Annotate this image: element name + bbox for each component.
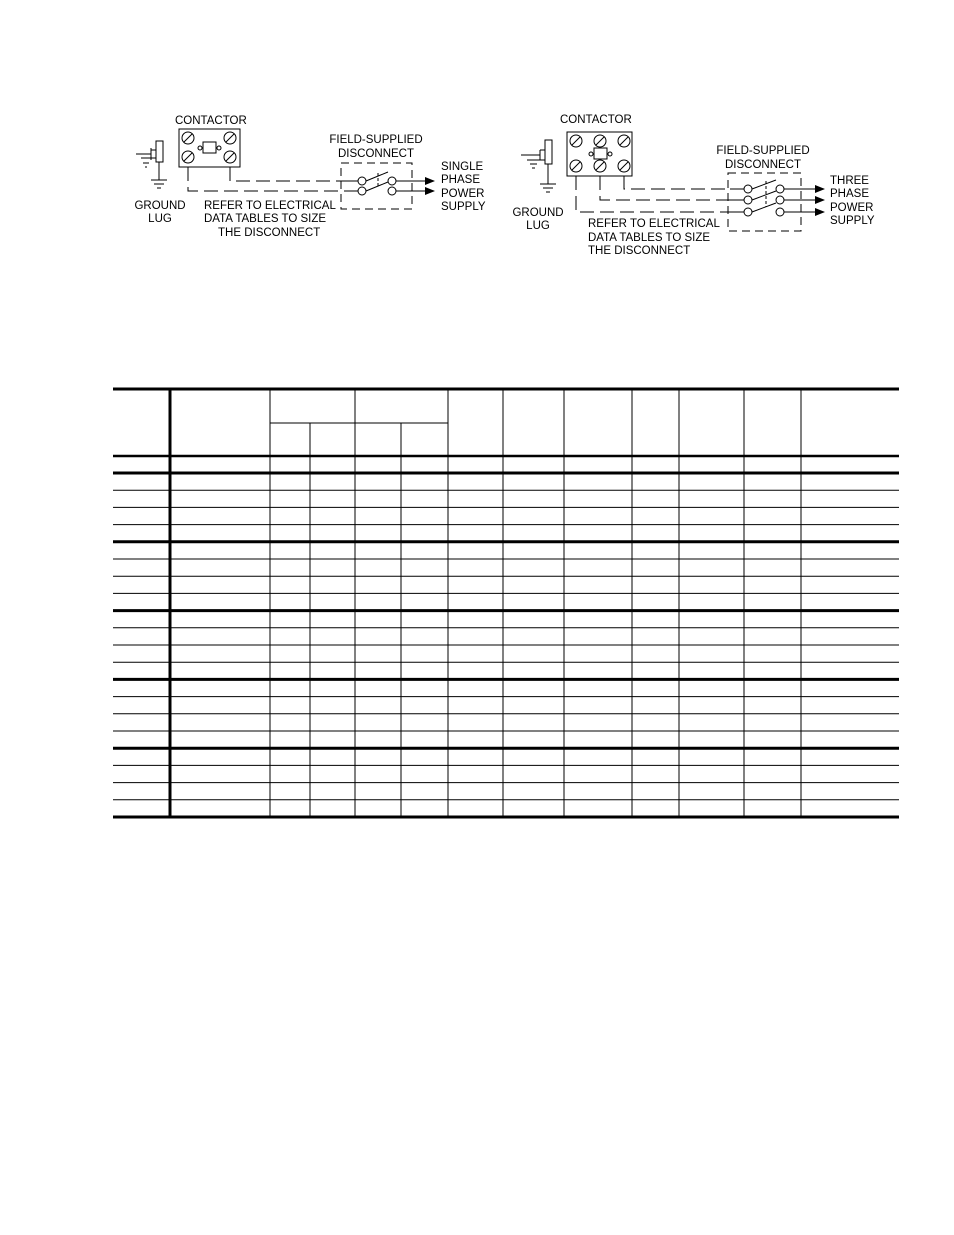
supply-label: PHASE <box>830 188 869 200</box>
supply-label: THREE <box>830 175 869 187</box>
note-text: DATA TABLES TO SIZE <box>588 232 711 244</box>
ground-lug-label: LUG <box>526 220 550 232</box>
disconnect-label: FIELD-SUPPLIED <box>329 134 423 146</box>
note-text: REFER TO ELECTRICAL <box>588 218 720 230</box>
note-text: THE DISCONNECT <box>588 245 691 257</box>
supply-label: SINGLE <box>441 161 484 173</box>
contactor-label: CONTACTOR <box>175 115 247 127</box>
note-text: REFER TO ELECTRICAL <box>204 200 336 212</box>
supply-label: POWER <box>441 188 485 200</box>
supply-label: PHASE <box>441 174 480 186</box>
note-text: DATA TABLES TO SIZE <box>204 213 327 225</box>
supply-label: SUPPLY <box>441 201 486 213</box>
disconnect-label: DISCONNECT <box>724 159 802 171</box>
supply-label: POWER <box>830 202 874 214</box>
ground-lug-label: LUG <box>148 213 172 225</box>
contactor-label: CONTACTOR <box>560 114 632 126</box>
ground-lug-label: GROUND <box>134 200 186 212</box>
disconnect-label: DISCONNECT <box>337 148 415 160</box>
note-text: THE DISCONNECT <box>218 227 321 239</box>
ground-lug-label: GROUND <box>512 207 564 219</box>
disconnect-label: FIELD-SUPPLIED <box>716 145 810 157</box>
supply-label: SUPPLY <box>830 215 875 227</box>
